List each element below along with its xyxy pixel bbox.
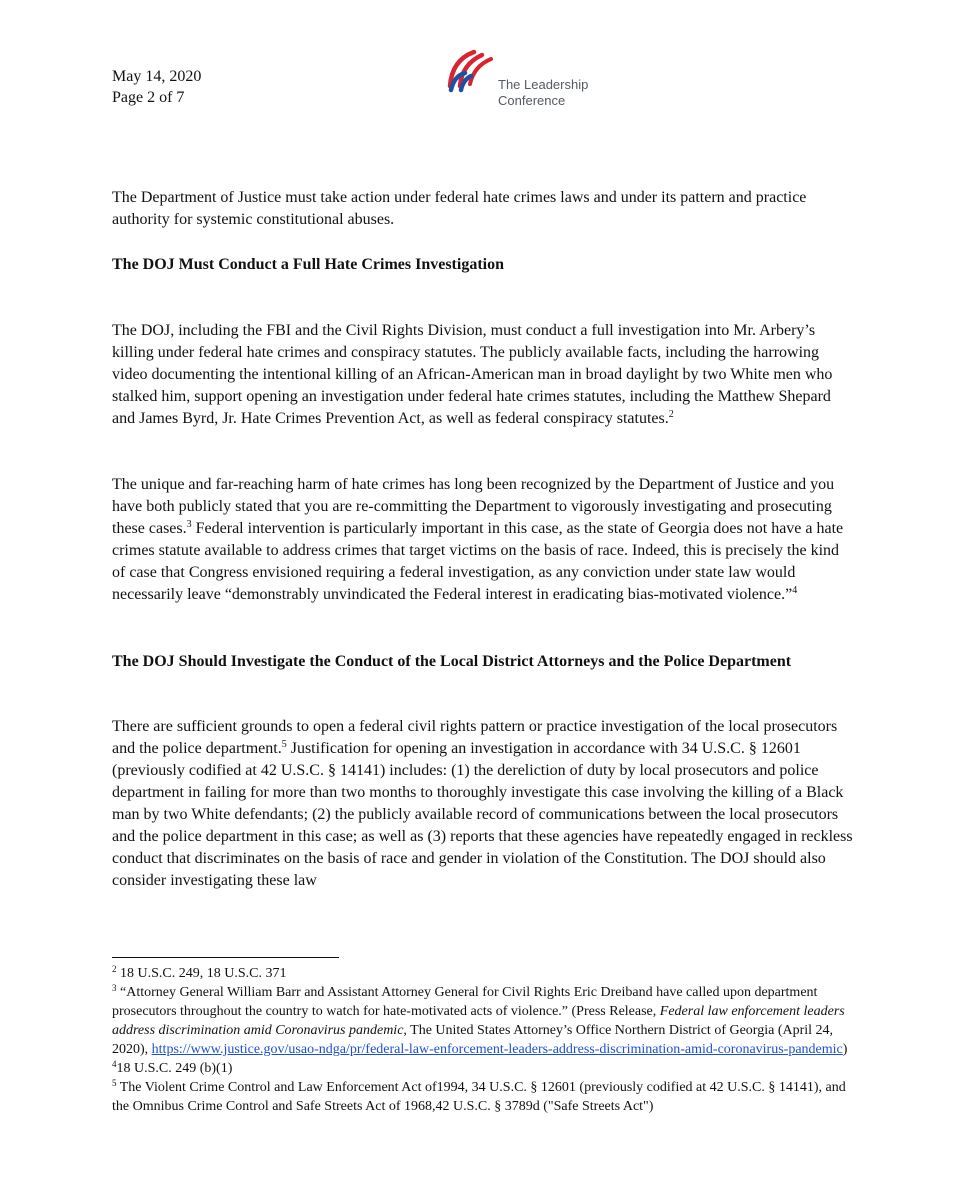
- paragraph-text: There are sufficient grounds to open a federal civil rights pattern or practice investigation of the local prosecutors and the police department.: [112, 718, 838, 757]
- paragraph-text: The DOJ, including the FBI and the Civil Rights Division, must conduct a full investigation into Mr. Arbery’s killing under federal hate crimes and conspiracy statutes. The publicly available facts, including the harrowing video documenting the intentional killing of an African-American man in broad daylight by two White men who stalked him, support opening an investigation under federal hate crimes statutes, including the Matthew Shepard and James Byrd, Jr. Hate Crimes Prevention Act, as well as federal conspiracy statutes.: [112, 322, 833, 427]
- section-heading-hate-crimes: The DOJ Must Conduct a Full Hate Crimes Investigation: [112, 256, 504, 273]
- footnote-number: 5: [112, 1078, 117, 1088]
- footnote-text: ): [842, 1042, 848, 1057]
- paragraph-text: Federal intervention is particularly important in this case, as the state of Georgia does not have a hate crimes statute available to address crimes that target victims on the basis of race. Indeed, this is precisely the kind of case that Congress envisioned requiring a federal investigation, as any conviction under state law would necessarily leave “demonstrably unvindicated the Federal interest in eradicating bias-motivated violence.”: [112, 520, 844, 603]
- footnote-number: 4: [112, 1059, 117, 1069]
- press-release-title: Federal law enforcement leaders address discrimination amid Coronavirus pandemic: [112, 1004, 845, 1038]
- footnote-ref: 2: [668, 409, 674, 420]
- footnote-text: 18 U.S.C. 249, 18 U.S.C. 371: [116, 966, 287, 981]
- footnote-5: [112, 1078, 856, 1116]
- footnote-text: The Violent Crime Control and Law Enforcement Act of1994, 34 U.S.C. § 12601 (previously codified at 42 U.S.C. § 14141), and the Omnibus Crime Control and Safe Streets Act of 1968,42 U.S.C. § 3789d ("Safe Streets Act"): [112, 1080, 846, 1114]
- paragraph-text: The unique and far-reaching harm of hate crimes has long been recognized by the Department of Justice and you have both publicly stated that you are re-committing the Department to vigorously investigating and prosecuting these cases.: [112, 476, 835, 537]
- footnote-ref: 3: [186, 519, 192, 530]
- leadership-conference-logo: [444, 46, 604, 110]
- intro-paragraph: The Department of Justice must take action under federal hate crimes laws and under its pattern and practice authority for systemic constitutional abuses.: [112, 189, 807, 228]
- footnote-divider: [112, 957, 339, 958]
- logo-wordmark: [498, 77, 588, 109]
- hate-crimes-paragraph-2: [112, 474, 856, 606]
- pattern-practice-paragraph: [112, 716, 856, 892]
- footnote-number: 3: [112, 983, 117, 993]
- paragraph-text: Justification for opening an investigation in accordance with 34 U.S.C. § 12601 (previously codified at 42 U.S.C. § 14141) includes: (1) the dereliction of duty by local prosecutors and police department in failing for more than two months to thoroughly investigate this case involving the killing of a Black man by two White defendants; (2) the publicly available record of communications between the local prosecutors and the police department in this case; as well as (3) reports that these agencies have repeatedly engaged in reckless conduct that discriminates on the basis of race and gender in violation of the Constitution. The DOJ should also consider investigating these law: [112, 740, 853, 889]
- letter-date: May 14, 2020: [112, 68, 202, 85]
- footnote-text: , The United States Attorney’s Office Northern District of Georgia (April 24, 2020),: [112, 1023, 834, 1057]
- footnote-text: “Attorney General William Barr and Assistant Attorney General for Civil Rights Eric Dreiband have called upon department prosecutors throughout the country to watch for hate-motivated acts of violence.” (Press Release,: [112, 985, 818, 1019]
- section-heading-pattern-practice: The DOJ Should Investigate the Conduct of the Local District Attorneys and the Police Department: [112, 653, 792, 670]
- footnote-3: [112, 983, 856, 1059]
- footnote-2: [112, 964, 856, 983]
- footnotes: [112, 964, 856, 1116]
- swoosh-logo-icon: [444, 46, 504, 96]
- page-number: Page 2 of 7: [112, 89, 185, 106]
- page-header: [112, 66, 201, 108]
- footnote-4: [112, 1059, 856, 1078]
- logo-line-1: The Leadership: [498, 77, 589, 92]
- logo-line-2: Conference: [498, 93, 566, 108]
- press-release-link[interactable]: https://www.justice.gov/usao-ndga/pr/federal-law-enforcement-leaders-address-discrimination-amid-coronavirus-pandemic: [151, 1042, 843, 1057]
- footnote-number: 2: [112, 964, 117, 974]
- footnote-text: 18 U.S.C. 249 (b)(1): [116, 1061, 233, 1076]
- footnote-ref: 5: [281, 739, 287, 750]
- footnote-ref: 4: [792, 585, 798, 596]
- hate-crimes-paragraph-1: [112, 320, 856, 430]
